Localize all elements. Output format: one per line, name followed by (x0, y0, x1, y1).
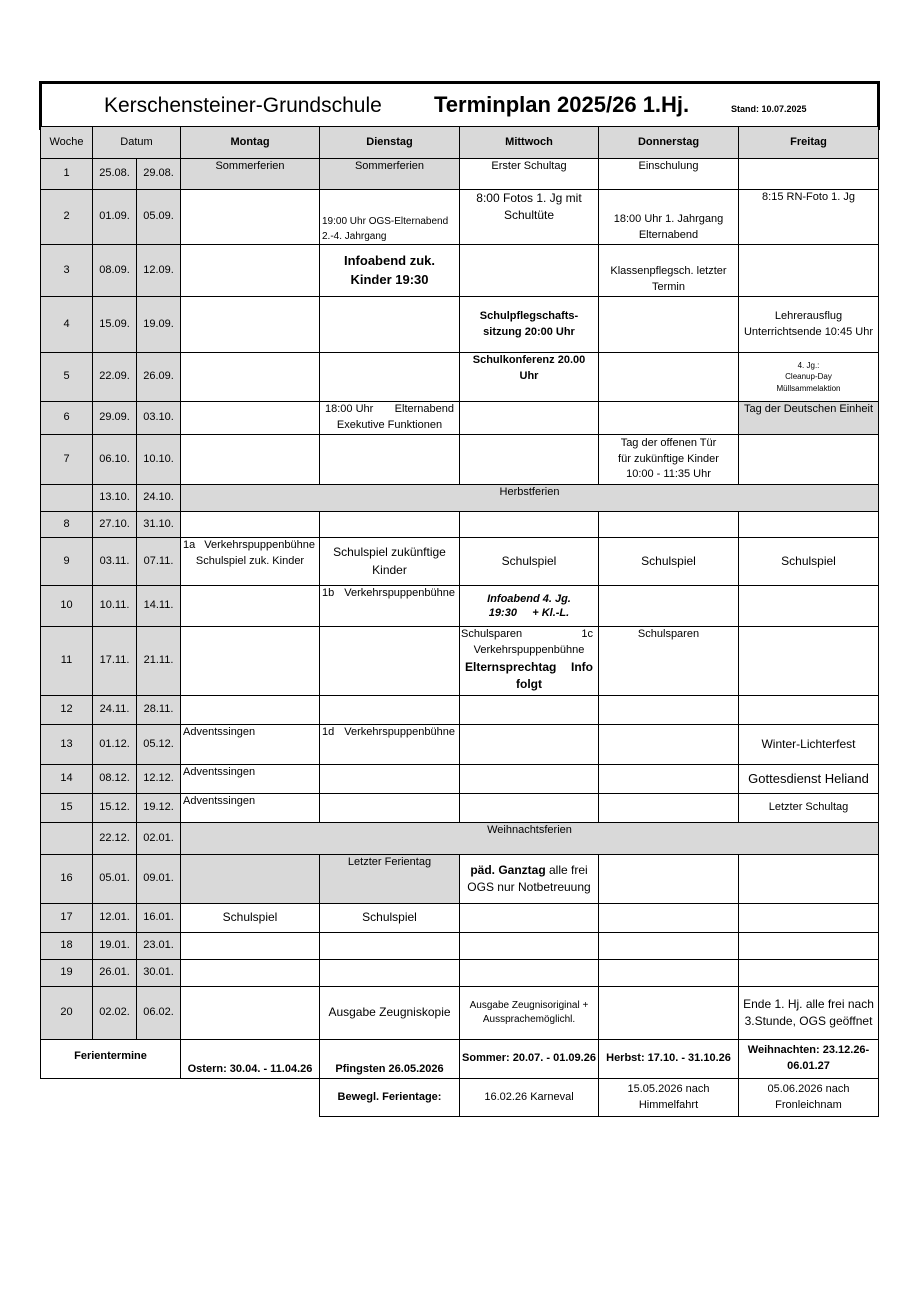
tuesday-event: Verkehrspuppenbühne (344, 726, 455, 738)
friday-line-1: 4. Jg.: (797, 360, 820, 370)
date-from: 22.09. (93, 353, 137, 402)
thursday-line-1: Tag der offenen Tür (620, 436, 717, 449)
week-number: 2 (41, 190, 93, 245)
date-to: 26.09. (137, 353, 181, 402)
date-from: 02.02. (93, 987, 137, 1040)
cell-monday (181, 586, 320, 627)
cell-monday: Schulspiel (181, 904, 320, 933)
table-row (41, 987, 879, 1040)
cell-wednesday: Erster Schultag (460, 159, 599, 190)
table-row (41, 696, 879, 725)
col-mittwoch: Mittwoch (460, 127, 599, 159)
date-to: 03.10. (137, 402, 181, 435)
friday-line-3: Müllsammelaktion (776, 383, 841, 393)
cell-monday: Adventssingen (181, 765, 320, 794)
schedule-table (40, 126, 879, 1117)
cell-tuesday (320, 402, 460, 435)
header-row (41, 127, 879, 159)
table-row (41, 402, 879, 435)
date-from: 29.09. (93, 402, 137, 435)
cell-friday (739, 586, 879, 627)
table-row (41, 538, 879, 586)
tuesday-topic: Exekutive Funktionen (336, 419, 443, 431)
week-number (41, 485, 93, 512)
table-row (41, 353, 879, 402)
cell-wednesday (460, 435, 599, 485)
date-to: 19.12. (137, 794, 181, 823)
date-to: 06.02. (137, 987, 181, 1040)
cell-wednesday (460, 402, 599, 435)
cell-wednesday: Ausgabe Zeugnisoriginal + Aussprachemöglichl. (460, 987, 599, 1040)
wednesday-class: 1c (581, 628, 593, 640)
date-to: 23.01. (137, 933, 181, 960)
cell-tuesday (320, 765, 460, 794)
week-number: 3 (41, 245, 93, 297)
cell-monday (181, 696, 320, 725)
table-row (41, 485, 879, 512)
date-to: 28.11. (137, 696, 181, 725)
cell-thursday (599, 765, 739, 794)
cell-wednesday (460, 245, 599, 297)
holiday-span: Weihnachtsferien (181, 823, 879, 855)
date-from: 15.12. (93, 794, 137, 823)
cell-friday (739, 245, 879, 297)
cell-thursday (599, 794, 739, 823)
cell-wednesday (460, 512, 599, 538)
footer-spacer (41, 1079, 320, 1117)
week-number: 18 (41, 933, 93, 960)
cell-thursday (599, 855, 739, 904)
week-number: 14 (41, 765, 93, 794)
cell-wednesday: Schulkonferenz 20.00 Uhr (460, 353, 599, 402)
cell-thursday (599, 512, 739, 538)
cell-friday (739, 512, 879, 538)
cell-friday: Schulspiel (739, 538, 879, 586)
date-to: 14.11. (137, 586, 181, 627)
wednesday-event: päd. Ganztag (470, 862, 546, 877)
week-number: 1 (41, 159, 93, 190)
cell-monday (181, 987, 320, 1040)
footer-herbst: Herbst: 17.10. - 31.10.26 (599, 1040, 739, 1079)
cell-wednesday (460, 933, 599, 960)
date-to: 02.01. (137, 823, 181, 855)
cell-friday (739, 696, 879, 725)
date-from: 05.01. (93, 855, 137, 904)
date-from: 25.08. (93, 159, 137, 190)
cell-monday (181, 538, 320, 586)
friday-line-2: Cleanup-Day (785, 372, 832, 382)
date-to: 10.10. (137, 435, 181, 485)
cell-friday: 8:15 RN-Foto 1. Jg (739, 190, 879, 245)
cell-friday (739, 353, 879, 402)
holiday-span: Herbstferien (181, 485, 879, 512)
cell-tuesday: Schulspiel zukünftige Kinder (320, 538, 460, 586)
date-to: 05.09. (137, 190, 181, 245)
cell-monday: Adventssingen (181, 794, 320, 823)
date-to: 07.11. (137, 538, 181, 586)
cell-monday: Adventssingen (181, 725, 320, 765)
cell-friday (739, 933, 879, 960)
cell-tuesday (320, 933, 460, 960)
date-from: 13.10. (93, 485, 137, 512)
table-row (41, 725, 879, 765)
date-from: 24.11. (93, 696, 137, 725)
col-woche: Woche (41, 127, 93, 159)
cell-monday (181, 933, 320, 960)
date-from: 08.12. (93, 765, 137, 794)
table-row (41, 933, 879, 960)
date-from: 15.09. (93, 297, 137, 353)
week-number: 10 (41, 586, 93, 627)
thursday-line-2: für zukünftige Kinder (618, 452, 719, 465)
footer-pfingsten: Pfingsten 26.05.2026 (320, 1040, 460, 1079)
footer-beweg-2: 15.05.2026 nach Himmelfahrt (599, 1079, 739, 1117)
cell-tuesday: Letzter Ferientag (320, 855, 460, 904)
wednesday-line-1: Infoabend 4. Jg. (487, 592, 571, 605)
cell-tuesday (320, 512, 460, 538)
week-number: 4 (41, 297, 93, 353)
cell-tuesday (320, 435, 460, 485)
table-row (41, 297, 879, 353)
cell-tuesday: 19:00 Uhr OGS-Elternabend 2.-4. Jahrgang (320, 190, 460, 245)
table-row (41, 586, 879, 627)
date-from: 22.12. (93, 823, 137, 855)
footer-beweg-1: 16.02.26 Karneval (460, 1079, 599, 1117)
footer-beweg-label: Bewegl. Ferientage: (320, 1079, 460, 1117)
cell-tuesday: Ausgabe Zeugniskopie (320, 987, 460, 1040)
date-from: 01.09. (93, 190, 137, 245)
cell-thursday (599, 696, 739, 725)
cell-thursday (599, 586, 739, 627)
cell-friday (739, 435, 879, 485)
date-from: 10.11. (93, 586, 137, 627)
cell-wednesday (460, 855, 599, 904)
footer-row (41, 1079, 879, 1117)
cell-thursday (599, 904, 739, 933)
wednesday-event-3: Elternsprechtag (465, 659, 557, 674)
school-name: Kerschensteiner-Grundschule (104, 94, 382, 117)
footer-weihnachten: Weihnachten: 23.12.26-06.01.27 (739, 1040, 879, 1079)
cell-friday (739, 904, 879, 933)
date-from: 26.01. (93, 960, 137, 987)
cell-thursday: Schulspiel (599, 538, 739, 586)
week-number: 11 (41, 627, 93, 696)
table-row (41, 904, 879, 933)
cell-tuesday (320, 297, 460, 353)
week-number: 6 (41, 402, 93, 435)
cell-tuesday (320, 794, 460, 823)
date-to: 12.12. (137, 765, 181, 794)
footer-ostern: Ostern: 30.04. - 11.04.26 (181, 1040, 320, 1079)
cell-monday (181, 190, 320, 245)
date-from: 01.12. (93, 725, 137, 765)
cell-friday (739, 159, 879, 190)
cell-monday (181, 512, 320, 538)
table-row (41, 159, 879, 190)
cell-tuesday: Schulspiel (320, 904, 460, 933)
wednesday-info: Info (571, 659, 593, 674)
table-row (41, 823, 879, 855)
monday-line-2: Schulspiel zuk. Kinder (195, 554, 305, 567)
week-number: 19 (41, 960, 93, 987)
cell-wednesday (460, 765, 599, 794)
cell-thursday (599, 933, 739, 960)
cell-thursday (599, 987, 739, 1040)
cell-monday (181, 297, 320, 353)
table-row (41, 794, 879, 823)
cell-thursday (599, 435, 739, 485)
cell-wednesday (460, 904, 599, 933)
date-from: 27.10. (93, 512, 137, 538)
cell-monday (181, 353, 320, 402)
col-freitag: Freitag (739, 127, 879, 159)
wednesday-event-1: Schulsparen (461, 628, 523, 640)
cell-tuesday (320, 586, 460, 627)
date-to: 12.09. (137, 245, 181, 297)
footer-beweg-3: 05.06.2026 nach Fronleichnam (739, 1079, 879, 1117)
footer-row (41, 1040, 879, 1079)
cell-friday (739, 855, 879, 904)
cell-monday (181, 402, 320, 435)
date-to: 09.01. (137, 855, 181, 904)
date-from: 03.11. (93, 538, 137, 586)
cell-thursday (599, 960, 739, 987)
week-number: 5 (41, 353, 93, 402)
cell-thursday: Einschulung (599, 159, 739, 190)
week-number: 7 (41, 435, 93, 485)
date-from: 19.01. (93, 933, 137, 960)
cell-monday (181, 627, 320, 696)
footer-sommer: Sommer: 20.07. - 01.09.26 (460, 1040, 599, 1079)
week-number: 8 (41, 512, 93, 538)
cell-wednesday: Schulpflegschafts-sitzung 20:00 Uhr (460, 297, 599, 353)
col-donnerstag: Donnerstag (599, 127, 739, 159)
cell-friday: Winter-Lichterfest (739, 725, 879, 765)
date-from: 08.09. (93, 245, 137, 297)
date-to: 31.10. (137, 512, 181, 538)
cell-thursday (599, 353, 739, 402)
date-to: 21.11. (137, 627, 181, 696)
table-row (41, 855, 879, 904)
cell-tuesday (320, 696, 460, 725)
cell-tuesday (320, 725, 460, 765)
table-row (41, 190, 879, 245)
week-number: 16 (41, 855, 93, 904)
cell-monday (181, 960, 320, 987)
cell-wednesday (460, 960, 599, 987)
title-box (39, 81, 880, 130)
week-number: 9 (41, 538, 93, 586)
col-montag: Montag (181, 127, 320, 159)
cell-monday (181, 855, 320, 904)
wednesday-line-2: OGS nur Notbetreuung (467, 880, 591, 894)
cell-thursday (599, 725, 739, 765)
date-from: 17.11. (93, 627, 137, 696)
cell-tuesday (320, 627, 460, 696)
cell-thursday: Schulsparen (599, 627, 739, 696)
date-to: 24.10. (137, 485, 181, 512)
week-number: 13 (41, 725, 93, 765)
table-row (41, 435, 879, 485)
date-from: 06.10. (93, 435, 137, 485)
week-number (41, 823, 93, 855)
tuesday-time: 18:00 Uhr (325, 403, 374, 416)
cell-friday: Ende 1. Hj. alle frei nach 3.Stunde, OGS geöffnet (739, 987, 879, 1040)
week-number: 20 (41, 987, 93, 1040)
week-number: 17 (41, 904, 93, 933)
cell-wednesday (460, 586, 599, 627)
cell-tuesday (320, 353, 460, 402)
cell-friday (739, 960, 879, 987)
cell-tuesday: Infoabend zuk. Kinder 19:30 (320, 245, 460, 297)
date-to: 05.12. (137, 725, 181, 765)
date-to: 19.09. (137, 297, 181, 353)
cell-friday: Gottesdienst Heliand (739, 765, 879, 794)
table-row (41, 960, 879, 987)
cell-monday: Sommerferien (181, 159, 320, 190)
cell-wednesday: 8:00 Fotos 1. Jg mit Schultüte (460, 190, 599, 245)
cell-wednesday (460, 696, 599, 725)
cell-wednesday: Schulspiel (460, 538, 599, 586)
cell-wednesday (460, 794, 599, 823)
plan-title: Terminplan 2025/26 1.Hj. (434, 92, 690, 117)
tuesday-class: 1d (322, 726, 335, 738)
col-datum: Datum (93, 127, 181, 159)
cell-wednesday (460, 627, 599, 696)
stand-date: Stand: 10.07.2025 (731, 104, 807, 114)
table-row (41, 512, 879, 538)
table-row (41, 627, 879, 696)
date-to: 29.08. (137, 159, 181, 190)
date-from: 12.01. (93, 904, 137, 933)
cell-thursday (599, 402, 739, 435)
wednesday-note: alle frei (549, 862, 588, 877)
cell-friday: Tag der Deutschen Einheit (739, 402, 879, 435)
tuesday-event: Elternabend (394, 403, 454, 416)
table-row (41, 245, 879, 297)
wednesday-line-2: 19:30 + Kl.-L. (488, 607, 570, 619)
cell-monday (181, 435, 320, 485)
date-to: 30.01. (137, 960, 181, 987)
cell-tuesday (320, 960, 460, 987)
cell-friday (739, 627, 879, 696)
week-number: 15 (41, 794, 93, 823)
cell-monday (181, 245, 320, 297)
week-number: 12 (41, 696, 93, 725)
monday-event: Verkehrspuppenbühne (204, 539, 315, 551)
wednesday-event-2: Verkehrspuppenbühne (473, 643, 585, 656)
cell-wednesday (460, 725, 599, 765)
cell-thursday (599, 297, 739, 353)
cell-tuesday: Sommerferien (320, 159, 460, 190)
cell-friday: Lehrerausflug Unterrichtsende 10:45 Uhr (739, 297, 879, 353)
table-row (41, 765, 879, 794)
tuesday-event: Verkehrspuppenbühne (344, 587, 455, 599)
tuesday-class: 1b (322, 587, 335, 599)
cell-friday: Letzter Schultag (739, 794, 879, 823)
cell-thursday: Klassenpflegsch. letzter Termin (599, 245, 739, 297)
monday-class: 1a (183, 539, 196, 551)
footer-label: Ferientermine (41, 1040, 181, 1079)
thursday-line-3: 10:00 - 11:35 Uhr (626, 468, 711, 481)
cell-thursday: 18:00 Uhr 1. Jahrgang Elternabend (599, 190, 739, 245)
col-dienstag: Dienstag (320, 127, 460, 159)
wednesday-follow: folgt (516, 677, 542, 692)
date-to: 16.01. (137, 904, 181, 933)
